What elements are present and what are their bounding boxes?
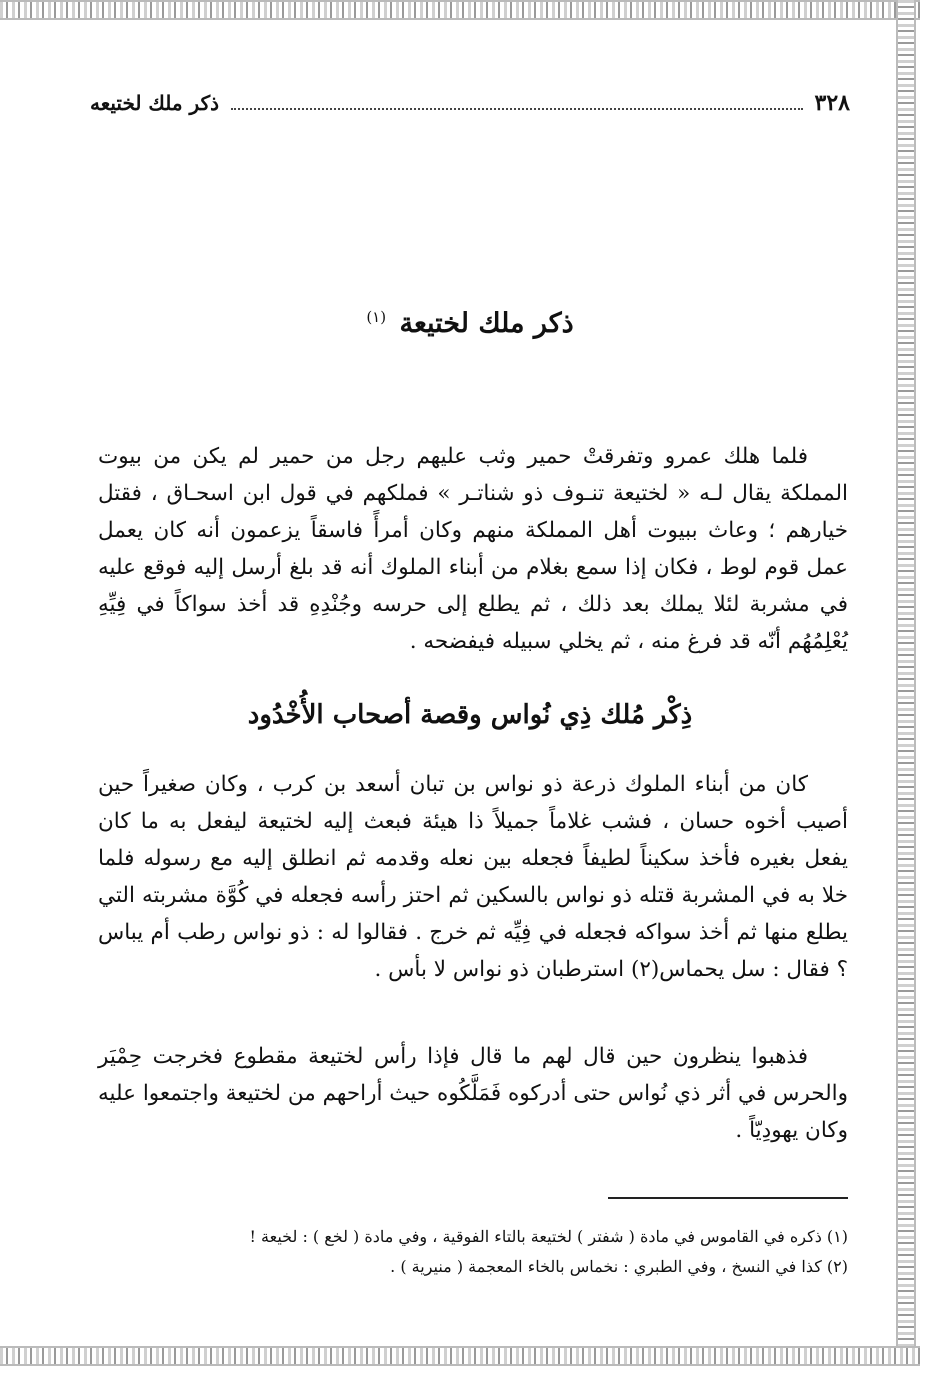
footnote-separator — [608, 1197, 848, 1199]
paragraph-aftermath: فذهبوا ينظرون حين قال لهم ما قال فإذا رأس لختيعة مقطوع فخرجت حِمْيَر والحرس في أثر ذي نُواس حتى أدركوه فَمَلَّكُوه حيث أراحهم من لختيعة واجتمعوا عليه وكان يهودِيّاً . — [98, 1044, 848, 1143]
running-title: ذكر ملك لختيعه — [90, 91, 220, 115]
page-number: ٣٢٨ — [814, 90, 850, 116]
page-border-top — [0, 0, 920, 20]
page-border-right — [896, 0, 916, 1366]
footnote-1: (١) ذكره في القاموس في مادة ( شفتر ) لختيعة بالتاء الفوقية ، وفي مادة ( لخع ) : لخيعة ! — [249, 1227, 848, 1246]
footnote-2: (٢) كذا في النسخ ، وفي الطبري : نخماس بالخاء المعجمة ( منيرية ) . — [390, 1257, 848, 1276]
dotted-leader — [231, 108, 803, 110]
footnotes — [98, 1222, 848, 1282]
running-header — [90, 86, 850, 120]
footnote-marker: (١) — [366, 308, 387, 326]
paragraph-intro: فلما هلك عمرو وتفرقتْ حمير وثب عليهم رجل من حمير لم يكن من بيوت المملكة يقال لـه « لختيعة تنـوف ذو شناتـر » فملكهم في قول ابن اسحـاق ، فقتل خيارهم ؛ وعاث ببيوت أهل المملكة منهم وكان أمرأً فاسقاً يزعمون أنه كان يعمل عمل قوم لوط ، فكان إذا سمع بغلام من أبناء الملوك أنه قد بلغ أرسل إليه فوقع عليه في مشربة لئلا يملك بعد ذلك ، ثم يطلع إلى حرسه وجُنْدِهِ قد أخذ سواكاً في فِيِّهِ يُعْلِمُهُم أنّه قد فرغ منه ، ثم يخلي سبيله فيفضحه . — [98, 444, 848, 654]
chapter-title: ذكر ملك لختيعة — [399, 308, 574, 339]
page-border-bottom — [0, 1346, 920, 1366]
section-heading: ذِكْر مُلك ذِي نُواس وقصة أصحاب الأُخْدُود — [247, 700, 693, 730]
paragraph-dhu-nuwas: كان من أبناء الملوك ذرعة ذو نواس بن تبان أسعد بن كرب ، وكان صغيراً حين أصيب أخوه حسان ، فشب غلاماً جميلاً ذا هيئة فبعث إليه لختيعة ليفعل به ما كان يفعل بغيره فأخذ سكيناً لطيفاً فجعله بين نعله وقدمه ثم انطلق إليه مع رسوله فلما خلا به في المشربة قتله ذو نواس بالسكين ثم احتز رأسه فجعله في كُوَّة مشربته التي يطلع منها ثم أخذ سواكه فجعله في فِيِّه ثم خرج . فقالوا له : ذو نواس رطب أم يباس ؟ فقال : سل يحماس(٢) استرطبان ذو نواس لا بأس . — [98, 772, 848, 982]
chapter-heading — [90, 308, 850, 339]
